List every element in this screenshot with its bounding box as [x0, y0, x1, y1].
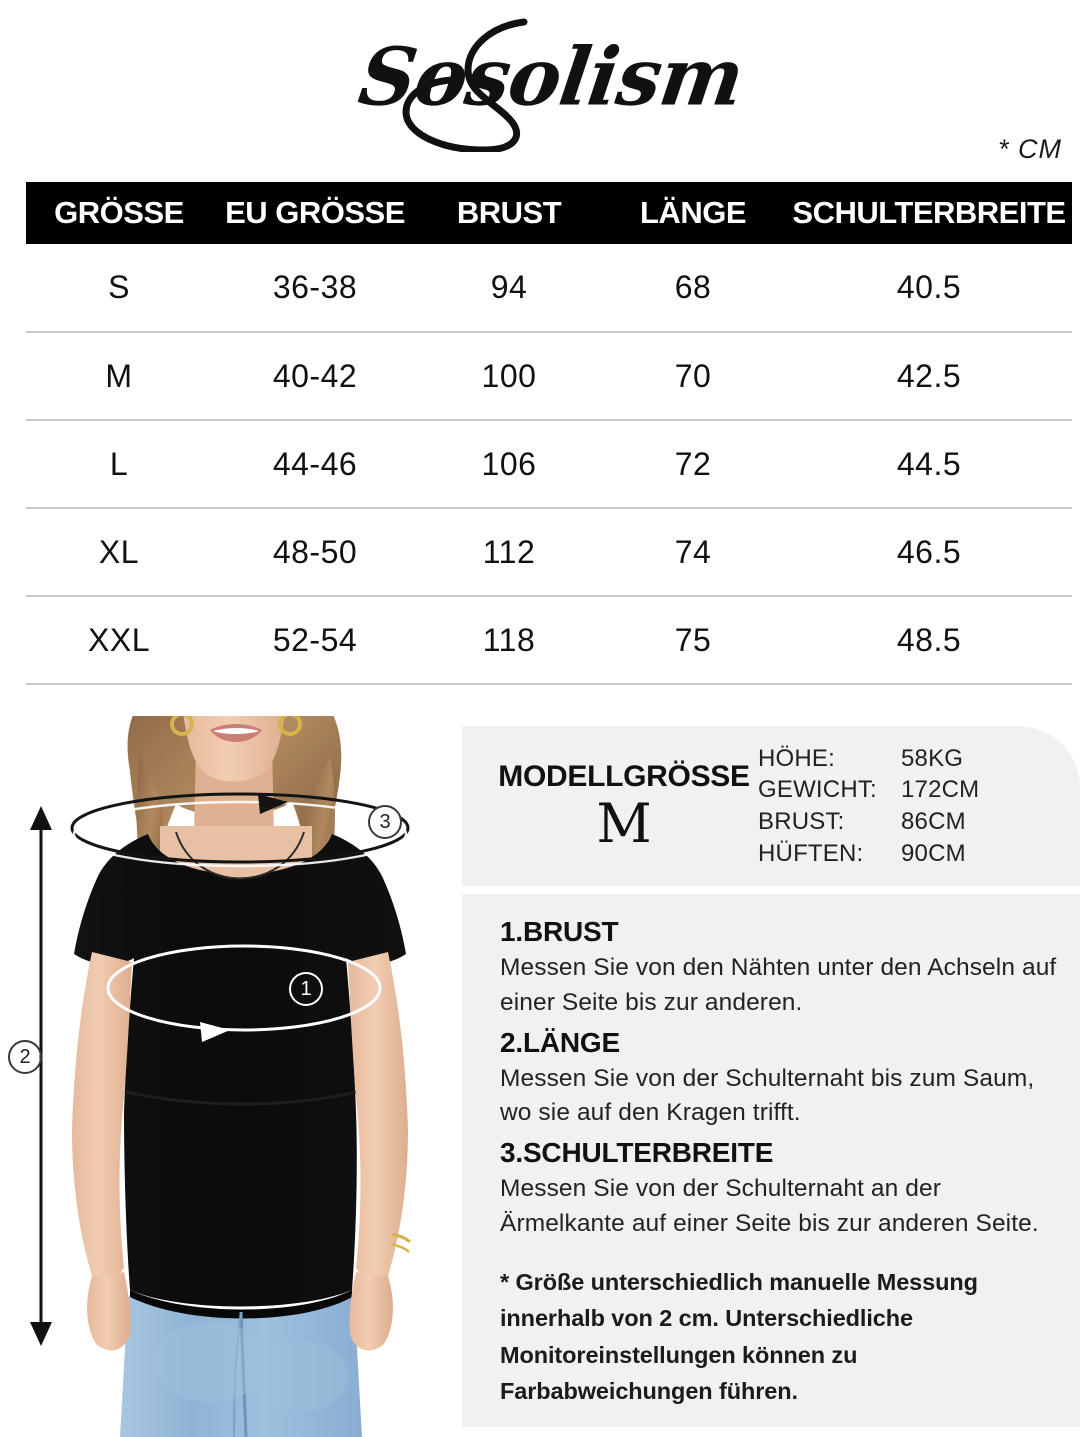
cell-laenge: 74 — [600, 508, 786, 596]
instruction-title-brust: 1.BRUST — [500, 916, 619, 947]
spec-key-hoehe: HÖHE: — [758, 744, 836, 772]
table-row — [26, 508, 1072, 596]
measure-marker-3: 3 — [368, 805, 402, 839]
cell-brust: 100 — [418, 332, 600, 420]
lower-section — [0, 716, 1080, 1437]
instruction-text-brust: Messen Sie von den Nähten unter den Achseln auf einer Seite bis zur anderen. — [500, 954, 1057, 1016]
table-row — [26, 420, 1072, 508]
spec-key-brust: BRUST: — [758, 808, 845, 835]
cell-schulter: 44.5 — [786, 420, 1072, 508]
brand-logo: Sosolism — [353, 31, 749, 124]
instruction-title-schulterbreite: 3.SCHULTERBREITE — [500, 1137, 774, 1169]
model-size-value: M — [596, 791, 652, 855]
model-size-header — [462, 726, 1080, 886]
cell-brust: 118 — [418, 596, 600, 684]
model-specs-list — [752, 743, 1080, 870]
column-header-brust: BRUST — [418, 182, 600, 244]
cell-eu: 44-46 — [212, 420, 418, 508]
instruction-text-laenge: Messen Sie von der Schulternaht bis zum Saum, wo sie auf den Kragen trifft. — [500, 1064, 1035, 1127]
model-photo-column — [0, 716, 462, 1437]
size-table-head — [26, 182, 1072, 244]
cell-brust: 94 — [418, 244, 600, 332]
spec-row-hoehe — [758, 743, 1080, 775]
spec-row-hueften — [758, 838, 1080, 870]
cell-eu: 36-38 — [212, 244, 418, 332]
measurement-instructions — [462, 894, 1080, 1427]
spec-key-hueften: HÜFTEN: — [758, 839, 864, 867]
cell-laenge: 72 — [600, 420, 786, 508]
instruction-title-laenge: 2.LÄNGE — [500, 1026, 620, 1058]
spec-row-gewicht — [758, 774, 1080, 806]
cell-size: M — [26, 332, 212, 420]
cell-eu: 52-54 — [212, 596, 418, 684]
size-table — [26, 182, 1072, 685]
table-header-row — [26, 182, 1072, 244]
cell-size: XL — [26, 508, 212, 596]
brand-header — [0, 8, 1080, 148]
cell-size: XXL — [26, 596, 212, 684]
column-header-laenge: LÄNGE — [600, 182, 786, 244]
cell-laenge: 70 — [600, 332, 786, 420]
info-panel — [462, 716, 1080, 1437]
size-table-body — [26, 244, 1072, 684]
cell-brust: 112 — [418, 508, 600, 596]
cell-size: S — [26, 244, 212, 332]
measure-marker-1: 1 — [289, 972, 323, 1006]
cell-brust: 106 — [418, 420, 600, 508]
spec-value-gewicht: 172CM — [901, 776, 980, 804]
column-header-schulterbreite: SCHULTERBREITE — [786, 182, 1072, 244]
cell-schulter: 46.5 — [786, 508, 1072, 596]
cell-eu: 48-50 — [212, 508, 418, 596]
cell-eu: 40-42 — [212, 332, 418, 420]
cell-laenge: 75 — [600, 596, 786, 684]
spec-value-hoehe: 58KG — [901, 744, 964, 772]
instruction-text-schulterbreite: Messen Sie von der Schulternaht an der Ärmelkante auf einer Seite bis zur anderen Seite. — [500, 1175, 1039, 1237]
table-row — [26, 596, 1072, 684]
cell-size: L — [26, 420, 212, 508]
table-row — [26, 332, 1072, 420]
cell-schulter: 40.5 — [786, 244, 1072, 332]
spec-row-brust — [758, 806, 1080, 838]
spec-value-brust: 86CM — [901, 808, 966, 835]
unit-note: * CM — [998, 134, 1062, 164]
measure-marker-2: 2 — [8, 1040, 42, 1074]
cell-schulter: 42.5 — [786, 332, 1072, 420]
spec-value-hueften: 90CM — [901, 839, 966, 867]
column-header-eu-groesse: EU GRÖSSE — [212, 182, 418, 244]
spec-key-gewicht: GEWICHT: — [758, 776, 877, 804]
cell-schulter: 48.5 — [786, 596, 1072, 684]
model-size-block — [462, 760, 752, 853]
measurement-disclaimer: * Größe unterschiedlich manuelle Messung innerhalb von 2 cm. Unterschiedliche Monitoreinstellungen können zu Farbabweichungen führen. — [500, 1268, 978, 1404]
table-row — [26, 244, 1072, 332]
column-header-groesse: GRÖSSE — [26, 182, 212, 244]
cell-laenge: 68 — [600, 244, 786, 332]
model-size-label: MODELLGRÖSSE — [498, 759, 750, 793]
